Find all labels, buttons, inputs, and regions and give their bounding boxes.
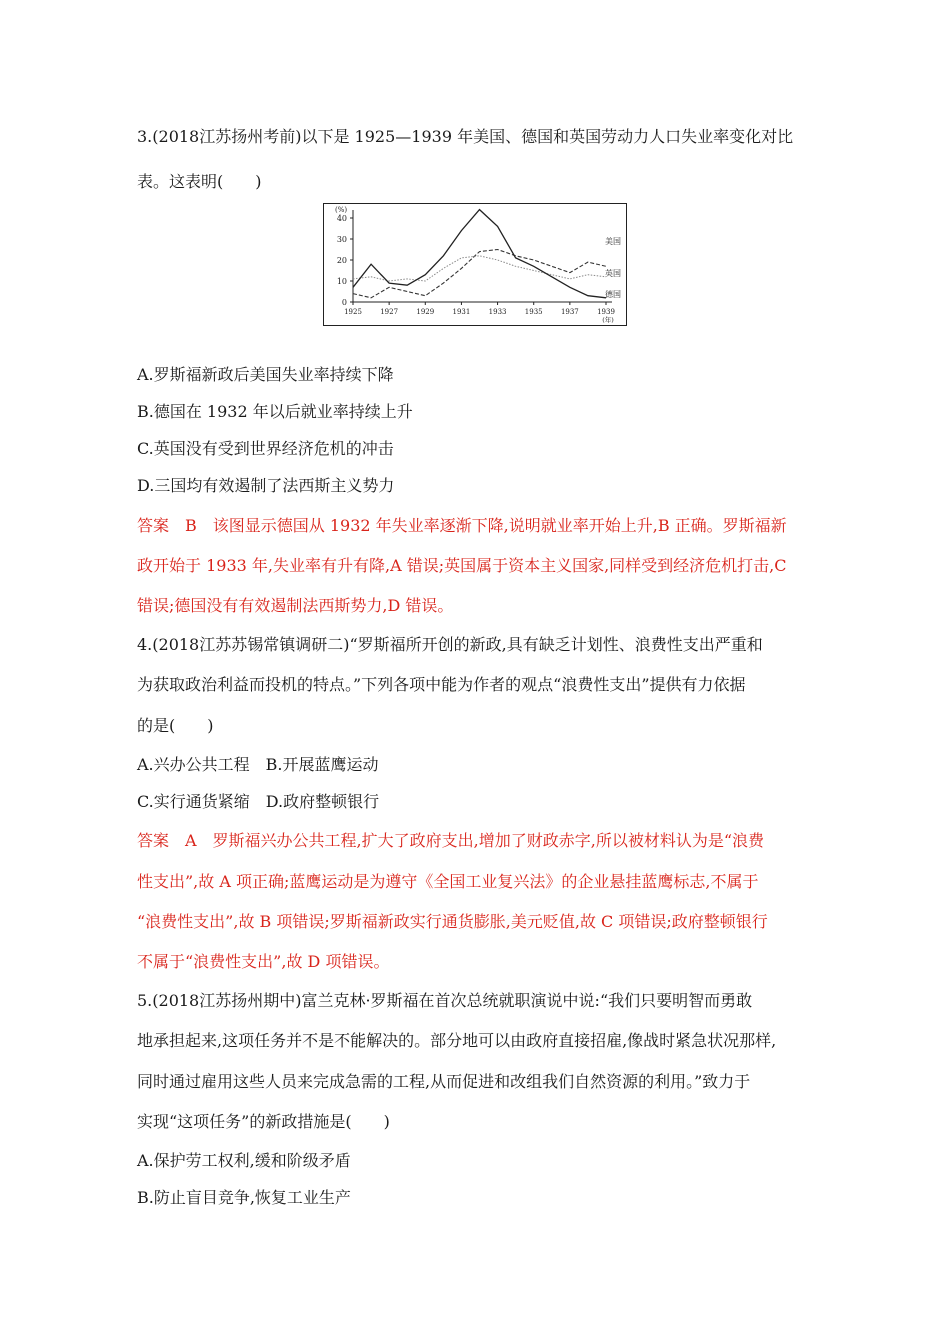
q4-stem-line2: 为获取政治利益而投机的特点。”下列各项中能为作者的观点“浪费性支出”提供有力依据 (137, 675, 746, 694)
x-tick-label: 1935 (524, 308, 543, 316)
y-tick-label: 20 (336, 256, 347, 265)
q4-stem-line3: 的是( ) (137, 716, 214, 735)
q3-answer-line3: 错误;德国没有有效遏制法西斯势力,D 错误。 (137, 596, 454, 615)
unemployment-chart-svg (324, 204, 625, 324)
q3-stem-line1: 3.(2018江苏扬州考前)以下是 1925—1939 年美国、德国和英国劳动力人口失业率变化对比 (137, 127, 794, 146)
q4-answer-line4: 不属于“浪费性支出”,故 D 项错误。 (137, 952, 390, 971)
q3-option-b[interactable]: B.德国在 1932 年以后就业率持续上升 (137, 402, 413, 421)
q4-answer-line3: “浪费性支出”,故 B 项错误;罗斯福新政实行通货膨胀,美元贬值,故 C 项错误;政府整顿银行 (137, 912, 768, 931)
q3-stem-line2: 表。这表明( ) (137, 172, 262, 191)
series-line-2 (353, 210, 606, 298)
q5-stem-line1: 5.(2018江苏扬州期中)富兰克林·罗斯福在首次总统就职演说中说:“我们只要明智而勇敢 (137, 991, 753, 1010)
x-tick-label: 1939 (597, 308, 615, 316)
x-tick-label: 1925 (344, 308, 362, 316)
q4-options-row1[interactable]: A.兴办公共工程 B.开展蓝鹰运动 (137, 755, 379, 774)
unemployment-chart (323, 203, 627, 326)
q4-options-row2[interactable]: C.实行通货紧缩 D.政府整顿银行 (137, 792, 380, 811)
x-tick-label: 1929 (416, 308, 435, 316)
q4-answer-line1: 答案 A 罗斯福兴办公共工程,扩大了政府支出,增加了财政赤字,所以被材料认为是“浪费 (137, 831, 764, 850)
data-point (479, 255, 480, 256)
q5-option-b[interactable]: B.防止盲目竞争,恢复工业生产 (137, 1188, 351, 1207)
series-line-0 (353, 250, 606, 298)
q3-answer-line2: 政开始于 1933 年,失业率有升有降,A 错误;英国属于资本主义国家,同样受到经济危机打击,C (137, 556, 787, 575)
series-label: 美国 (605, 237, 621, 246)
q5-stem-line2: 地承担起来,这项任务并不是不能解决的。部分地可以由政府直接招雇,像战时紧急状况那样, (137, 1031, 777, 1050)
q5-stem-line3: 同时通过雇用这些人员来完成急需的工程,从而促进和改组我们自然资源的利用。”致力于 (137, 1072, 751, 1091)
y-tick-label: 30 (336, 235, 347, 244)
data-point (425, 295, 426, 296)
x-axis-unit: (年) (602, 316, 614, 324)
q3-option-a[interactable]: A.罗斯福新政后美国失业率持续下降 (137, 365, 394, 384)
x-tick-label: 1927 (380, 308, 399, 316)
y-tick-label: 40 (336, 214, 347, 223)
y-tick-label: 10 (336, 277, 347, 286)
q3-answer-line1: 答案 B 该图显示德国从 1932 年失业率逐渐下降,说明就业率开始上升,B 正确。罗斯福新 (137, 516, 787, 535)
x-tick-label: 1931 (452, 308, 471, 316)
series-label: 德国 (605, 290, 621, 299)
q4-stem-line1: 4.(2018江苏苏锡常镇调研二)“罗斯福所开创的新政,具有缺乏计划性、浪费性支出严重和 (137, 635, 763, 654)
x-tick-label: 1937 (560, 308, 579, 316)
data-point (443, 268, 444, 269)
q5-option-a[interactable]: A.保护劳工权利,缓和阶级矛盾 (137, 1151, 351, 1170)
y-axis-unit: (%) (335, 206, 348, 214)
y-tick-label: 0 (341, 298, 347, 307)
x-tick-label: 1933 (488, 308, 507, 316)
q3-option-d[interactable]: D.三国均有效遏制了法西斯主义势力 (137, 476, 395, 495)
q5-stem-line4: 实现“这项任务”的新政措施是( ) (137, 1112, 390, 1131)
q3-option-c[interactable]: C.英国没有受到世界经济危机的冲击 (137, 439, 394, 458)
q4-answer-line2: 性支出”,故 A 项正确;蓝鹰运动是为遵守《全国工业复兴法》的企业悬挂蓝鹰标志,不属于 (137, 872, 759, 891)
series-line-1 (353, 256, 606, 281)
series-label: 英国 (605, 269, 621, 278)
data-point (551, 274, 552, 275)
